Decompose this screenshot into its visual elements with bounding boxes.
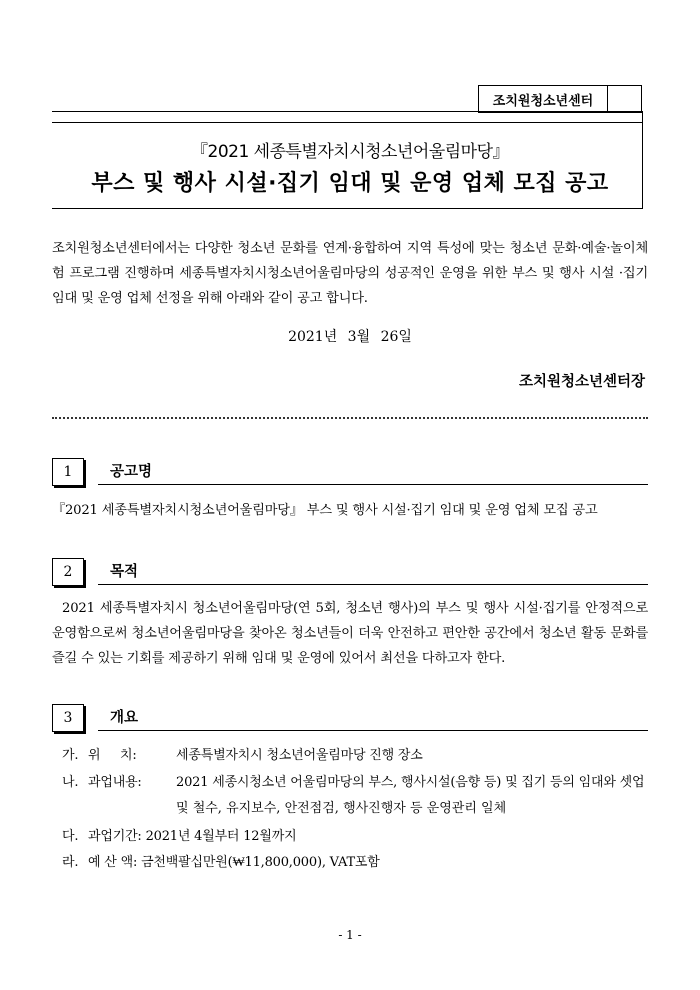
page-number: - 1 - <box>338 928 362 942</box>
overview-item-period <box>62 825 652 844</box>
intro-paragraph: 조치원청소년센터에서는 다양한 청소년 문화를 연계·융합하여 지역 특성에 맞는 청소년 문화·예술·놀이체험 프로그램 진행하며 세종특별자치시청소년어울림마당의 성공적인 운영을 위한 부스 및 행사 시설 ·집기 임대 및 운영 업체 선정을 위해 아래와 같이 공고 합니다. <box>52 241 648 306</box>
announcement-date: 2021년 3월 26일 <box>288 329 412 345</box>
signature: 조치원청소년센터장 <box>518 373 645 390</box>
section-heading-1 <box>52 458 648 488</box>
section-title: 목적 <box>110 563 139 580</box>
overview-item-budget <box>62 851 652 870</box>
overview-item-scope <box>62 771 652 790</box>
section-title: 개요 <box>110 709 139 726</box>
item-mark: 나. <box>62 775 79 790</box>
item-mark: 다. <box>62 829 79 844</box>
item-key: 과업내용: <box>88 775 142 790</box>
section-title: 공고명 <box>110 463 153 480</box>
section-underline <box>98 584 648 585</box>
org-label: 조치원청소년센터 <box>479 86 608 112</box>
section-heading-2 <box>52 558 648 588</box>
item-value: 2021년 4월부터 12월까지 <box>145 829 297 844</box>
org-label-empty-cell <box>608 86 641 112</box>
title-event-name: 『2021 세종특별자치시청소년어울림마당』 <box>191 142 509 162</box>
item-mark: 라. <box>62 855 79 870</box>
dotted-divider <box>52 417 648 419</box>
section-number: 2 <box>52 558 84 586</box>
item-key: 위 치: <box>88 748 137 763</box>
item-mark: 가. <box>62 748 79 763</box>
overview-item-location <box>62 744 652 763</box>
section-underline <box>98 484 648 485</box>
section-1-body: 『2021 세종특별자치시청소년어울림마당』 부스 및 행사 시설·집기 임대 및 운영 업체 모집 공고 <box>52 503 598 518</box>
section-heading-3 <box>52 704 648 734</box>
item-key: 예 산 액: <box>88 855 138 870</box>
overview-item-scope-continued: 및 철수, 유지보수, 안전점검, 행사진행자 등 운영관리 일체 <box>176 801 507 816</box>
title-frame-inner-line <box>52 122 642 123</box>
page-title: 부스 및 행사 시설·집기 임대 및 운영 업체 모집 공고 <box>91 171 609 196</box>
item-value: 2021 세종시청소년 어울림마당의 부스, 행사시설(음향 등) 및 집기 등의 임대와 셋업 <box>176 775 645 790</box>
item-key: 과업기간: <box>88 829 142 844</box>
item-value: 금천백팔십만원(₩11,800,000), VAT포함 <box>141 855 380 870</box>
item-value: 세종특별자치시 청소년어울림마당 진행 장소 <box>176 748 423 763</box>
section-number: 1 <box>52 458 84 486</box>
org-label-box <box>478 85 642 113</box>
section-underline <box>98 730 648 731</box>
section-number: 3 <box>52 704 84 732</box>
section-2-body: 2021 세종특별자치시 청소년어울림마당(연 5회, 청소년 행사)의 부스 및 행사 시설·집기를 안정적으로 운영함으로써 청소년어울림마당을 찾아온 청소년들이 더욱 안전하고 편안한 공간에서 청소년 활동 문화를 즐길 수 있는 기회를 제공하기 위해 임대 및 운영에 있어서 최선을 다하고자 한다. <box>52 601 648 666</box>
